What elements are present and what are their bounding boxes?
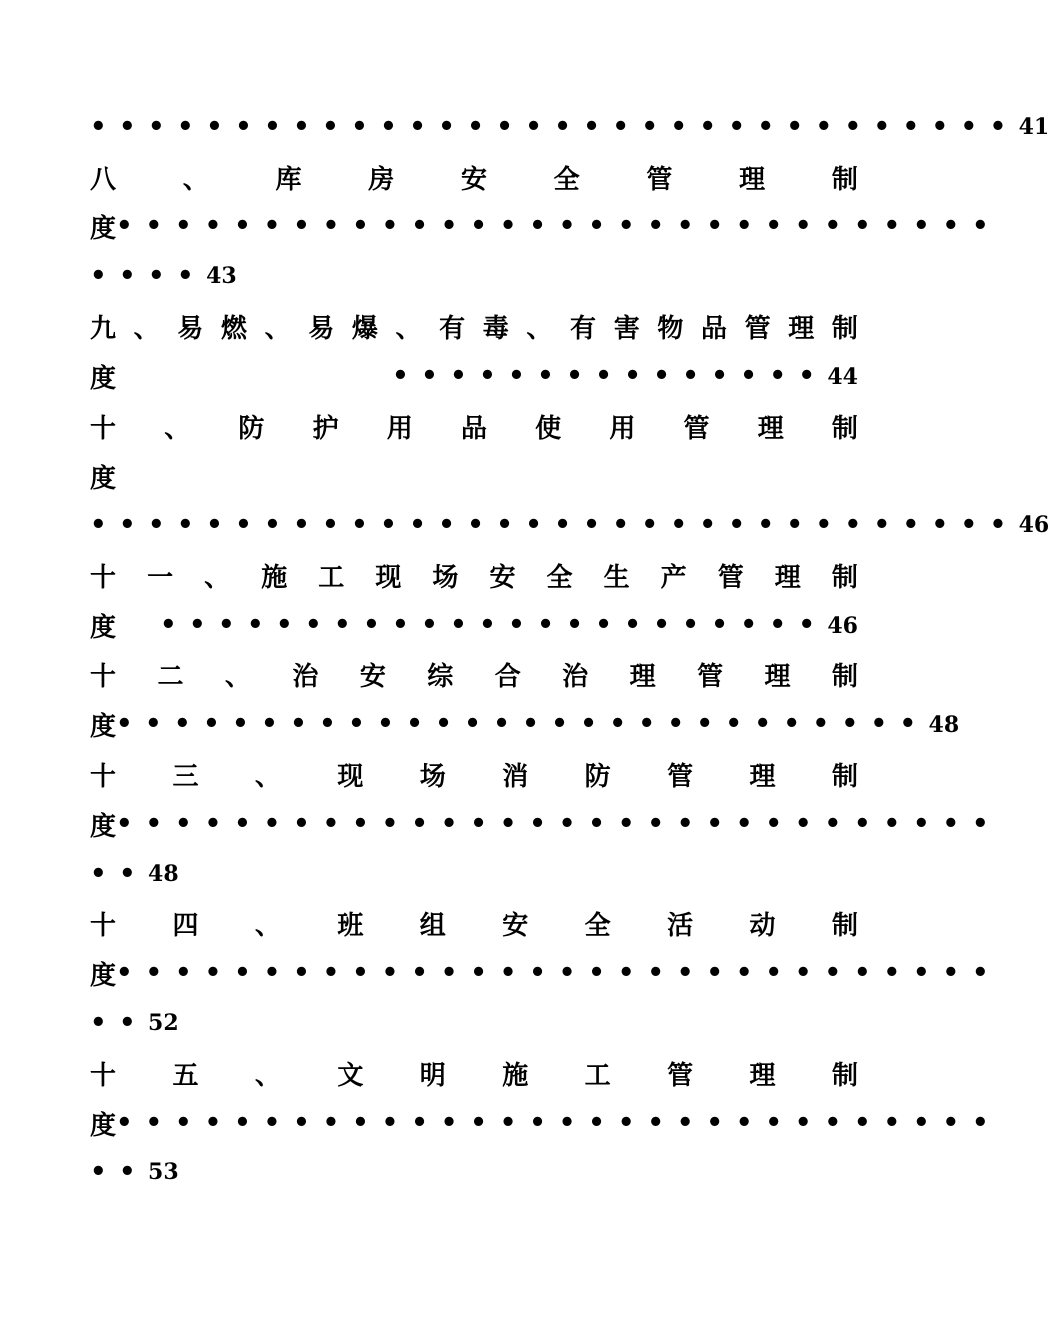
- toc-entry-10-cont: [90, 461, 858, 494]
- entry-title-char: 管: [697, 661, 724, 692]
- entry-title-char: 有: [439, 313, 466, 344]
- entry-title-char: 治: [562, 661, 589, 692]
- entry-end-char: 度: [90, 463, 117, 494]
- entry-title-char: 、: [164, 413, 191, 444]
- entry-title-char: 全: [553, 164, 580, 195]
- entry-title-char: 八: [90, 164, 117, 195]
- leader-dots: •••••••••••••••: [392, 361, 828, 391]
- entry-title-char: 理: [749, 761, 776, 792]
- entry-title-char: 易: [177, 313, 204, 344]
- entry-title-char: 九: [90, 313, 117, 344]
- entry-title-char: 害: [613, 313, 640, 344]
- entry-title-char: 安: [359, 661, 386, 692]
- leader-dots: •••••••••••••••••••••••: [159, 610, 828, 640]
- leader-dots: ••••••••••••••••••••••••••••••••: [90, 112, 1019, 142]
- toc-entry-14-page-line: [90, 1008, 858, 1038]
- entry-title-char: 易: [308, 313, 335, 344]
- toc-entry-9[interactable]: [90, 311, 858, 344]
- entry-title-char: 品: [700, 313, 727, 344]
- entry-title-char: 防: [238, 413, 265, 444]
- toc-entry-13-page-line: [90, 859, 858, 889]
- entry-title-char: 综: [427, 661, 454, 692]
- entry-title-char: 、: [224, 661, 251, 692]
- entry-title-char: 房: [368, 164, 395, 195]
- entry-title-char: 、: [133, 313, 160, 344]
- entry-title-char: 班: [337, 910, 364, 941]
- entry-title-char: 制: [831, 164, 858, 195]
- entry-title-char: 四: [172, 910, 199, 941]
- leader-dots: ••••••••••••••••••••••••••••••••: [90, 510, 1019, 540]
- entry-title-char: 理: [764, 661, 791, 692]
- page-number: 48: [148, 861, 179, 887]
- toc-entry-8-page-line: [90, 261, 858, 291]
- entry-end-char: 度: [90, 811, 117, 842]
- toc-entry-12-cont: [90, 709, 960, 742]
- entry-title-char: 施: [502, 1060, 529, 1091]
- entry-title-char: 十: [90, 1060, 117, 1091]
- leader-dots: ••••••••••••••••••••••••••••••: [116, 1108, 1002, 1138]
- entry-title-char: 施: [261, 562, 288, 593]
- entry-title-char: 合: [494, 661, 521, 692]
- entry-end-char: 度: [90, 612, 117, 643]
- entry-title-char: 场: [419, 761, 446, 792]
- entry-title-char: 、: [182, 164, 209, 195]
- entry-title-char: 十: [90, 413, 117, 444]
- entry-end-char: 度: [90, 363, 117, 394]
- entry-title-char: 全: [546, 562, 573, 593]
- toc-entry-11-cont: [90, 610, 858, 643]
- entry-title-char: 、: [254, 910, 281, 941]
- toc-entry-11[interactable]: [90, 560, 858, 593]
- entry-title-char: 燃: [220, 313, 247, 344]
- toc-entry-12[interactable]: [90, 659, 858, 692]
- entry-title-char: 文: [337, 1060, 364, 1091]
- entry-end-char: 度: [90, 960, 117, 991]
- entry-end-char: 度: [90, 1110, 117, 1141]
- toc-entry-13-cont: [90, 809, 1002, 842]
- toc-entry-8[interactable]: [90, 162, 858, 195]
- entry-title-char: 品: [460, 413, 487, 444]
- entry-title-char: 现: [375, 562, 402, 593]
- entry-title-char: 生: [603, 562, 630, 593]
- entry-title-char: 理: [629, 661, 656, 692]
- entry-title-char: 场: [432, 562, 459, 593]
- entry-end-char: 度: [90, 711, 117, 742]
- leader-dots: ••: [90, 859, 149, 889]
- leader-dots: ••: [90, 1008, 149, 1038]
- page-number: 46: [827, 613, 858, 639]
- entry-title-char: 管: [744, 313, 771, 344]
- entry-title-char: 防: [584, 761, 611, 792]
- entry-title-char: 明: [419, 1060, 446, 1091]
- entry-title-char: 组: [419, 910, 446, 941]
- entry-title-char: 十: [90, 761, 117, 792]
- page-number: 44: [827, 364, 858, 390]
- entry-title-char: 用: [386, 413, 413, 444]
- entry-end-char: 度: [90, 213, 117, 244]
- entry-title-char: 理: [749, 1060, 776, 1091]
- entry-title-char: 管: [717, 562, 744, 593]
- entry-title-char: 制: [831, 661, 858, 692]
- entry-title-char: 产: [660, 562, 687, 593]
- entry-title-char: 制: [831, 1060, 858, 1091]
- entry-title-char: 安: [460, 164, 487, 195]
- entry-title-char: 一: [147, 562, 174, 593]
- leader-dots: ••••••••••••••••••••••••••••: [116, 709, 929, 739]
- entry-title-char: 爆: [351, 313, 378, 344]
- entry-title-char: 制: [831, 413, 858, 444]
- entry-title-char: 十: [90, 562, 117, 593]
- entry-title-char: 管: [646, 164, 673, 195]
- toc-entry-13[interactable]: [90, 759, 858, 792]
- leader-dots: ••••••••••••••••••••••••••••••: [116, 958, 1002, 988]
- entry-title-char: 工: [584, 1060, 611, 1091]
- entry-title-char: 动: [749, 910, 776, 941]
- entry-title-char: 管: [667, 1060, 694, 1091]
- entry-title-char: 三: [172, 761, 199, 792]
- entry-title-char: 物: [657, 313, 684, 344]
- entry-title-char: 使: [535, 413, 562, 444]
- toc-entry-9-cont: [90, 361, 858, 394]
- leader-dots: ••••••••••••••••••••••••••••••: [116, 809, 1002, 839]
- page-number: 46: [1018, 512, 1049, 538]
- entry-title-char: 消: [502, 761, 529, 792]
- toc-entry-15[interactable]: [90, 1058, 858, 1091]
- entry-title-char: 管: [683, 413, 710, 444]
- entry-title-char: 、: [204, 562, 231, 593]
- entry-title-char: 制: [831, 313, 858, 344]
- entry-title-char: 、: [264, 313, 291, 344]
- entry-title-char: 工: [318, 562, 345, 593]
- entry-title-char: 有: [570, 313, 597, 344]
- page-number: 43: [206, 263, 237, 289]
- entry-title-char: 现: [337, 761, 364, 792]
- entry-title-char: 安: [489, 562, 516, 593]
- leader-dots: ••••: [90, 261, 207, 291]
- page-number: 41: [1018, 114, 1049, 140]
- entry-title-char: 全: [584, 910, 611, 941]
- toc-entry-14[interactable]: [90, 908, 858, 941]
- entry-title-char: 理: [774, 562, 801, 593]
- toc-entry-15-page-line: [90, 1157, 858, 1187]
- leader-dots: ••: [90, 1157, 149, 1187]
- entry-title-char: 用: [609, 413, 636, 444]
- entry-title-char: 库: [275, 164, 302, 195]
- toc-entry-14-cont: [90, 958, 1002, 991]
- entry-title-char: 制: [831, 910, 858, 941]
- page-number: 52: [148, 1010, 179, 1036]
- page-number: 48: [928, 712, 960, 738]
- entry-title-char: 十: [90, 910, 117, 941]
- toc-entry-8-cont: [90, 211, 1002, 244]
- entry-title-char: 治: [292, 661, 319, 692]
- entry-title-char: 理: [739, 164, 766, 195]
- entry-title-char: 十: [90, 661, 117, 692]
- entry-title-char: 活: [667, 910, 694, 941]
- entry-title-char: 制: [831, 562, 858, 593]
- page-number: 53: [148, 1159, 179, 1185]
- entry-title-char: 、: [526, 313, 553, 344]
- entry-title-char: 、: [254, 1060, 281, 1091]
- entry-title-char: 毒: [482, 313, 509, 344]
- leader-dots: ••••••••••••••••••••••••••••••: [116, 211, 1002, 241]
- entry-title-char: 理: [757, 413, 784, 444]
- entry-title-char: 二: [157, 661, 184, 692]
- entry-title-char: 护: [312, 413, 339, 444]
- toc-entry-15-cont: [90, 1108, 1002, 1141]
- toc-leader-line: [90, 112, 1049, 142]
- entry-title-char: 、: [395, 313, 422, 344]
- entry-title-char: 安: [502, 910, 529, 941]
- entry-title-char: 五: [172, 1060, 199, 1091]
- entry-title-char: 制: [831, 761, 858, 792]
- toc-entry-10-page-line: [90, 510, 1049, 540]
- entry-title-char: 理: [788, 313, 815, 344]
- entry-title-char: 管: [667, 761, 694, 792]
- entry-title-char: 、: [254, 761, 281, 792]
- toc-entry-10[interactable]: [90, 411, 858, 444]
